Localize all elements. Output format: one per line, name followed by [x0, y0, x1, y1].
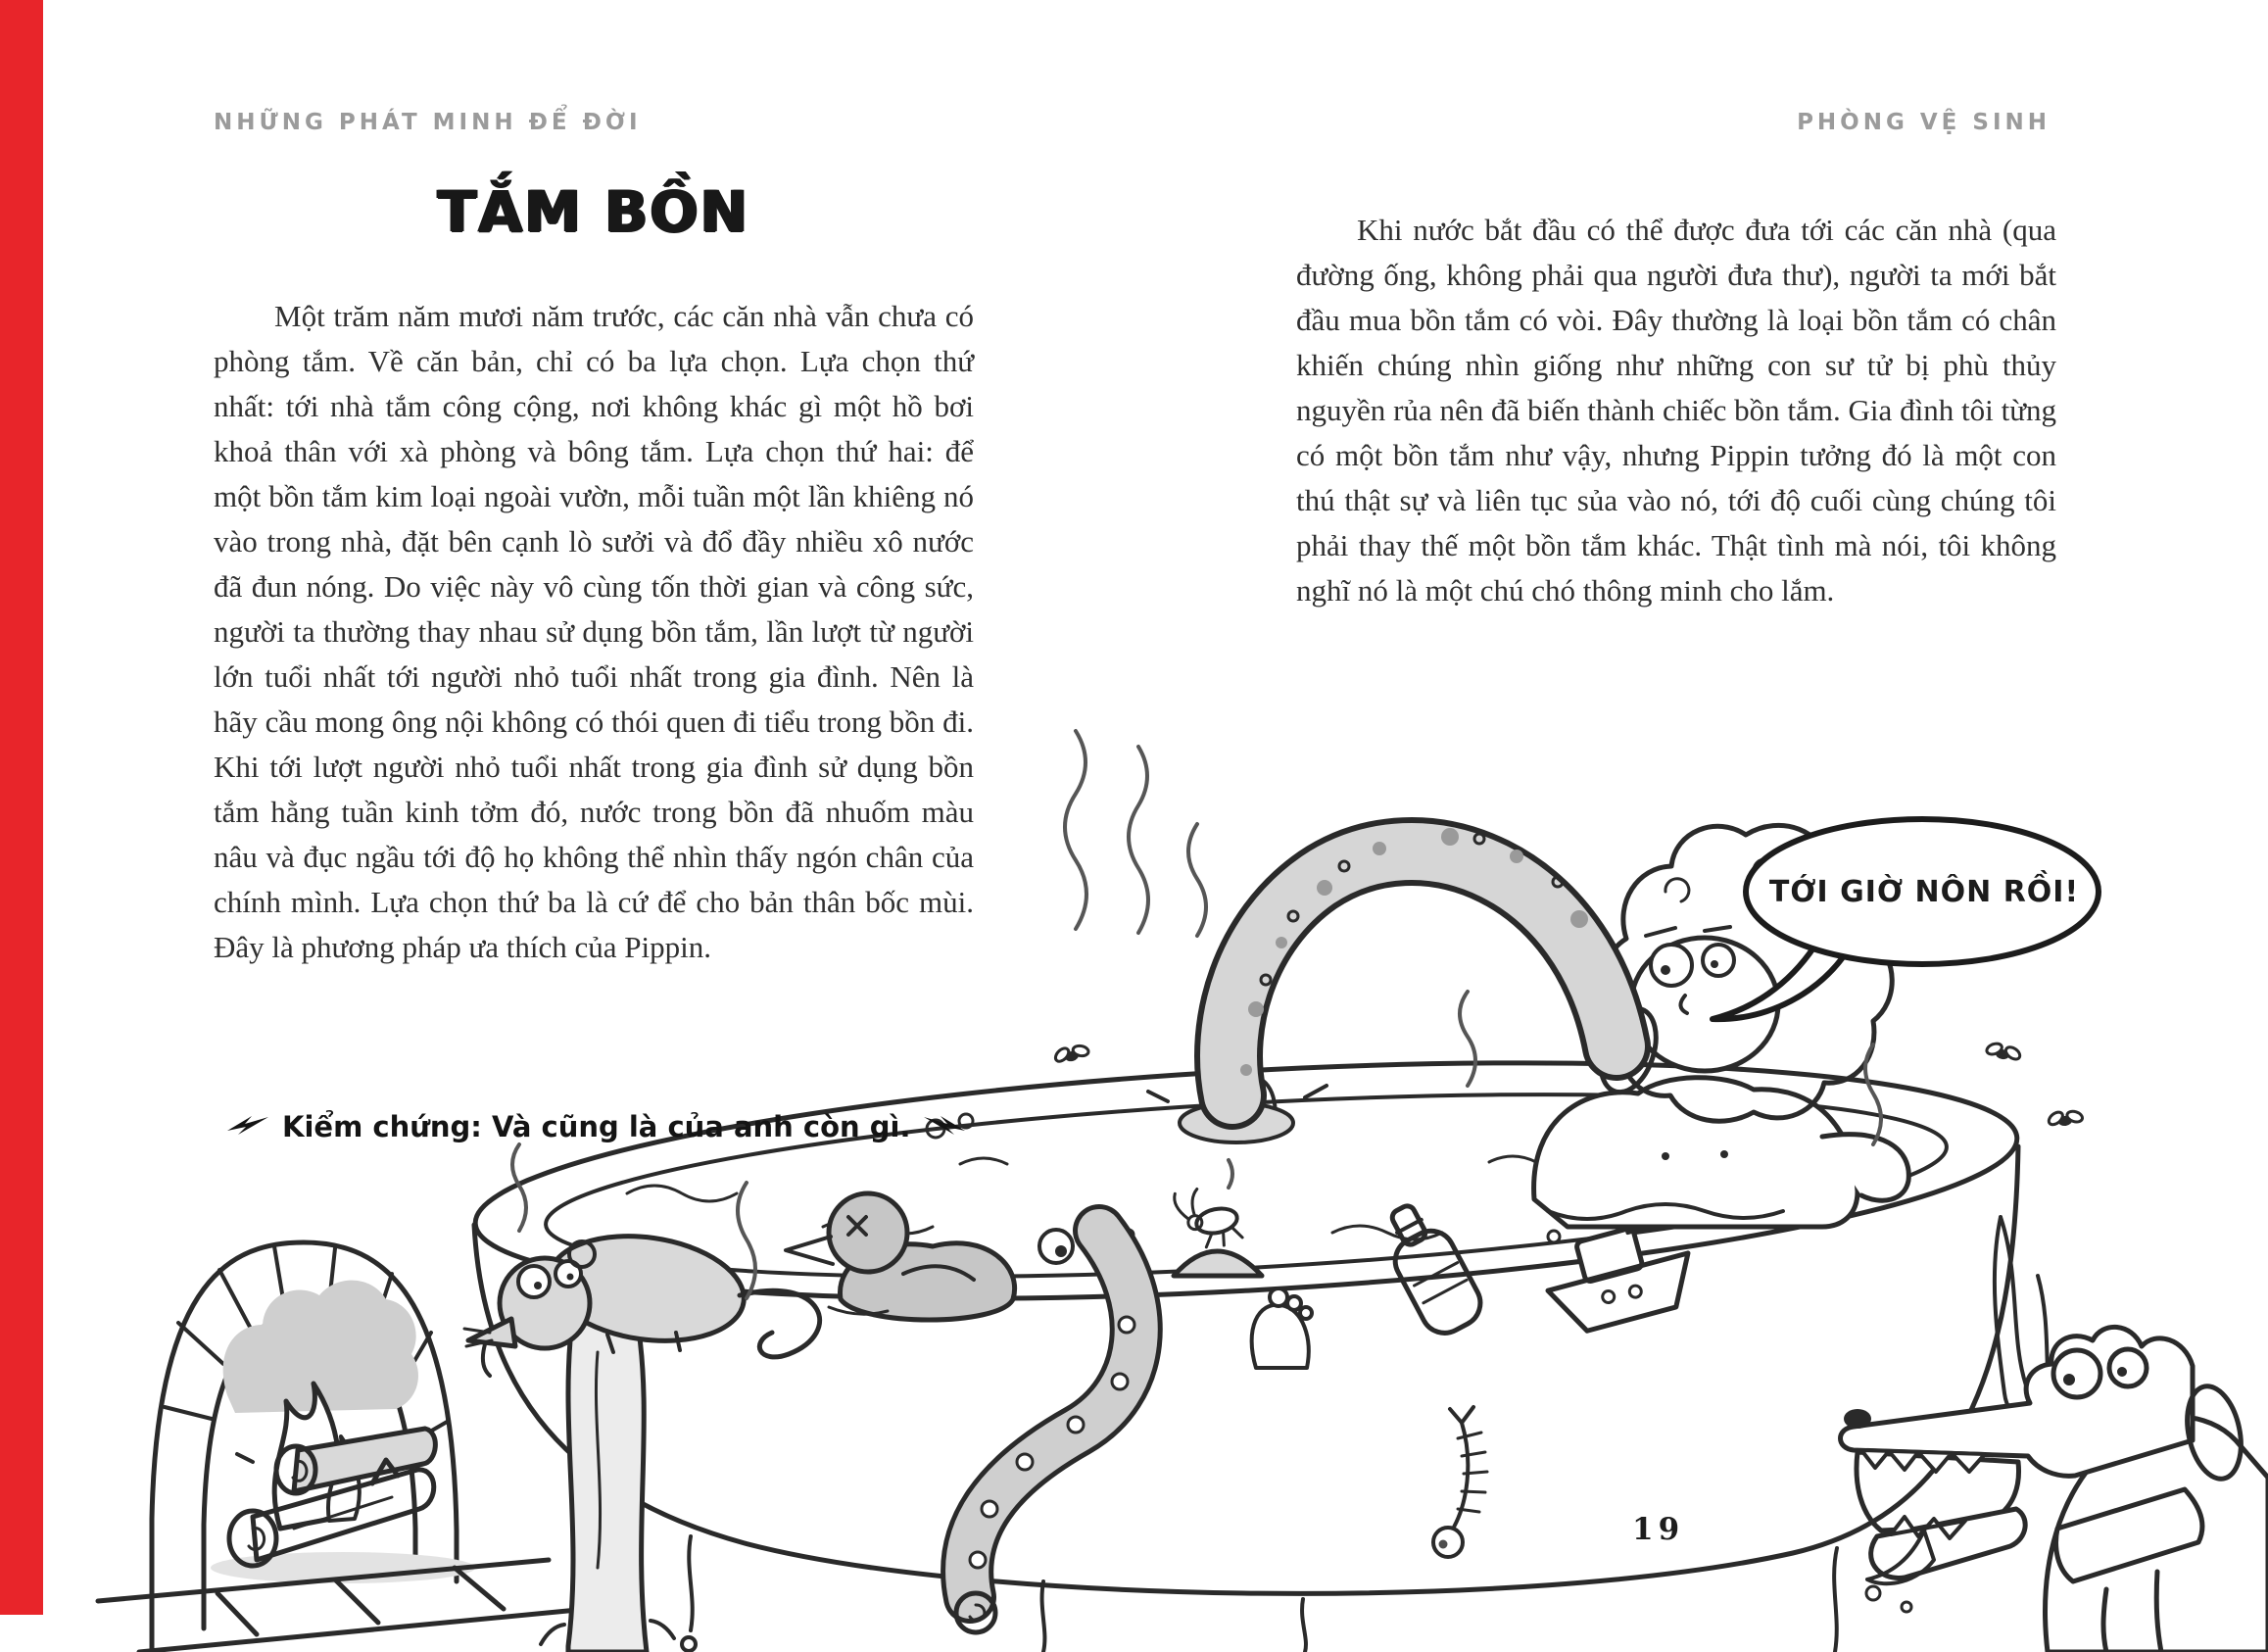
speech-bubble-text: TỚI GIỜ NÔN RỒI! — [1768, 875, 2080, 909]
left-column — [214, 294, 974, 970]
fly-icon — [2046, 1106, 2085, 1128]
fly-icon — [1051, 1040, 1091, 1066]
eyeball-illustration — [1039, 1230, 1073, 1263]
right-column — [1296, 208, 2056, 613]
fact-check-text: Kiểm chứng: Và cũng là của anh còn gì. — [282, 1110, 911, 1143]
body-paragraph-right: Khi nước bắt đầu có thể được đưa tới các căn nhà (qua đường ống, không phải qua người đưa thư), người ta mới bắt đầu mua bồn tắm có vòi. Đây thường là loại bồn tắm có chân khiến chúng nhìn giống như những con sư tử bị phù thủy nguyền rủa nên đã biến thành chiếc bồn tắm. Gia đình tôi từng có một bồn tắm như vậy, nhưng Pippin tưởng đó là một con thú thật sự và liên tục sủa vào nó, tới độ cuối cùng chúng tôi phải thay thế một bồn tắm khác. Thật tình mà nói, tôi không nghĩ nó là một chú chó thông minh cho lắm. — [1296, 213, 2056, 607]
lightning-icon-left — [225, 1114, 270, 1138]
fact-check-line — [214, 1110, 974, 1143]
vomit-stream-illustration — [1229, 828, 1617, 1095]
book-edge-strip — [0, 0, 43, 1615]
body-paragraph-left: Một trăm năm mươi năm trước, các căn nhà vẫn chưa có phòng tắm. Về căn bản, chỉ có ba lựa chọn. Lựa chọn thứ nhất: tới nhà tắm công cộng, nơi không khác gì một hồ bơi khoả thân với xà phòng và bông tắm. Lựa chọn thứ hai: để một bồn tắm kim loại ngoài vườn, mỗi tuần một lần khiêng nó vào trong nhà, đặt bên cạnh lò sưởi và đổ đầy nhiều xô nước đã đun nóng. Do việc này vô cùng tốn thời gian và công sức, người ta thường thay nhau sử dụng bồn tắm, lần lượt từ người lớn tuổi nhất tới người nhỏ tuổi nhất trong gia đình. Nên là hãy cầu mong ông nội không có thói quen đi tiểu trong bồn đi. Khi tới lượt người nhỏ tuổi nhất trong gia đình sử dụng bồn tắm hằng tuần kinh tởm đó, nước trong bồn đã nhuốm màu nâu và đục ngầu tới độ họ không thể nhìn thấy ngón chân của chính mình. Lựa chọn thứ ba là cứ để cho bản thân bốc mùi. Đây là phương pháp ưa thích của Pippin. — [214, 299, 974, 964]
fly-icon — [1984, 1040, 2024, 1063]
running-header-right: PHÒNG VỆ SINH — [1797, 110, 2051, 135]
speech-bubble — [1713, 819, 2099, 1019]
page-number: 19 — [1632, 1512, 1685, 1547]
lightning-icon-right — [922, 1114, 967, 1138]
running-header-left: NHỮNG PHÁT MINH ĐỂ ĐỜI — [214, 110, 642, 135]
page-title: TẮM BỒN — [437, 178, 750, 245]
